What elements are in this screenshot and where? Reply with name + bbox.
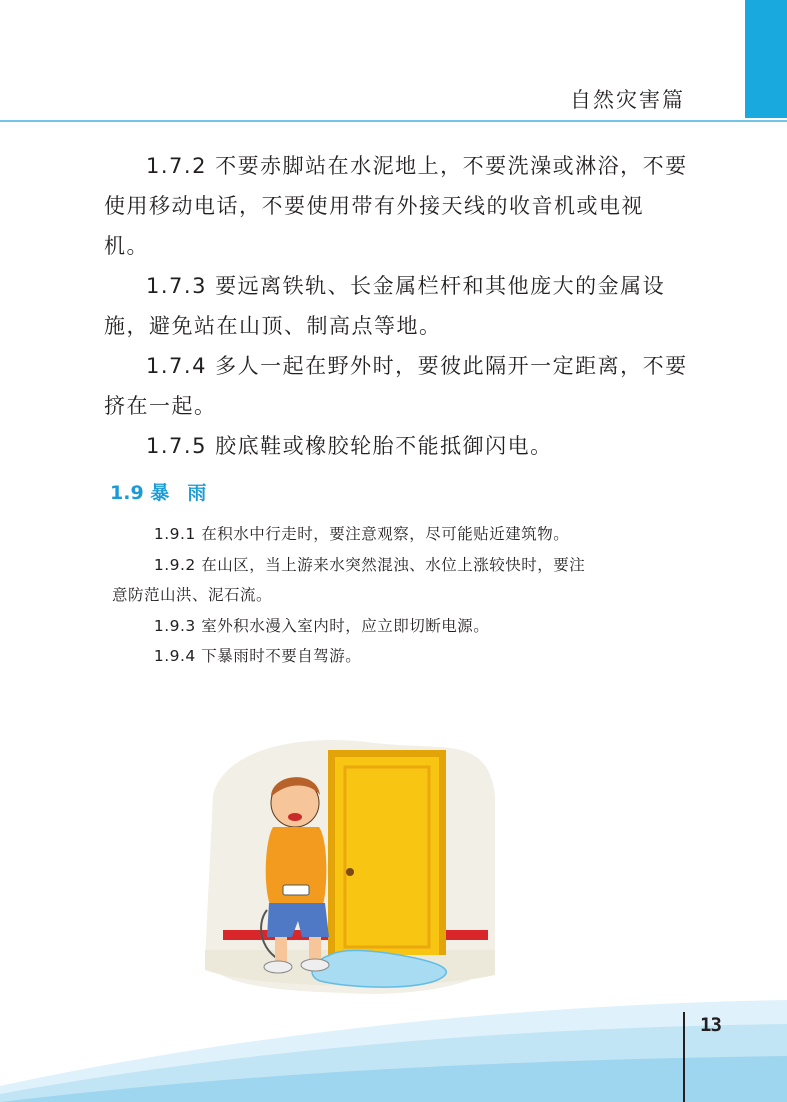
right-shoe [301,959,329,971]
paragraph-1-9-4: 1.9.4 下暴雨时不要自驾游。 [153,647,362,665]
power-strip [283,885,309,895]
paragraph-1-9-1: 1.9.1 在积水中行走时，要注意观察，尽可能贴近建筑物。 [153,525,570,543]
section-title-char-1: 暴 [150,482,170,504]
bottom-wave-decoration [0,990,787,1102]
left-shoe [264,961,292,973]
page-number-divider [683,1012,685,1102]
page-header-title: 自然灾害篇 [570,88,685,112]
header-divider [0,120,787,122]
section-text-block [112,519,592,672]
door-panel [335,757,439,955]
paragraph-1-9-2: 1.9.2 在山区，当上游来水突然混浊、水位上涨较快时，要注意防范山洪、泥石流。 [112,555,586,604]
section-number: 1.9 [110,482,144,504]
paragraph-1-7-3: 1.7.3 要远离铁轨、长金属栏杆和其他庞大的金属设施，避免站在山顶、制高点等地。 [104,274,666,338]
page-number: 13 [700,1014,721,1036]
left-leg [275,937,287,963]
chapter-tab [745,0,787,118]
section-heading [110,478,206,505]
paragraph-1-7-4: 1.7.4 多人一起在野外时，要彼此隔开一定距离，不要挤在一起。 [104,354,688,418]
paragraph-1-7-2: 1.7.2 不要赤脚站在水泥地上，不要洗澡或淋浴，不要使用移动电话，不要使用带有外接天线的收音机或电视机。 [104,154,688,258]
body-text-block [104,146,688,466]
door-knob [346,868,354,876]
flooded-room-illustration [195,725,500,1010]
right-leg [309,937,321,961]
paragraph-1-7-5: 1.7.5 胶底鞋或橡胶轮胎不能抵御闪电。 [146,434,553,458]
mouth [288,813,302,821]
paragraph-1-9-3: 1.9.3 室外积水漫入室内时，应立即切断电源。 [153,616,490,635]
section-title-char-2: 雨 [187,482,207,504]
